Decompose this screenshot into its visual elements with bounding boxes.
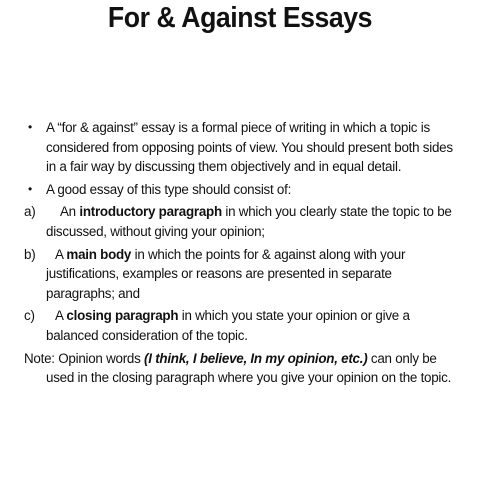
bullet-item-definition (24, 118, 460, 177)
list-marker: b) (24, 246, 36, 262)
bullet-text: A good essay of this type should consist of: (46, 181, 292, 197)
list-item-closing (24, 306, 460, 345)
list-text-post: in which you clearly state the topic to be discussed, without giving your opinion; (46, 204, 452, 239)
list-text-bold: main body (66, 246, 132, 262)
list-text-bold: closing paragraph (66, 308, 179, 324)
page-title: For & Against Essays (107, 2, 373, 34)
list-marker: a) (24, 204, 36, 220)
note-paragraph (24, 349, 460, 388)
list-text-bold: introductory paragraph (79, 204, 222, 220)
list-marker: c) (24, 308, 35, 324)
note-text-post: can only be used in the closing paragraph where you give your opinion on the topic. (46, 350, 452, 386)
bullet-marker: • (28, 181, 32, 196)
bullet-marker: • (28, 120, 32, 134)
slide-content (24, 118, 460, 388)
list-text-pre: An (60, 204, 80, 220)
bullet-text: A “for & against” essay is a formal piece of writing in which a topic is considered from opposing points of view. You should present both sides in a fair way by discussing them objectively and in equal detail. (46, 120, 453, 175)
list-text-pre: A (55, 246, 67, 262)
list-text-post: in which the points for & against along with your justifications, examples or reasons are presented in separate paragraphs; and (46, 246, 406, 301)
note-text-pre: Note: Opinion words (24, 350, 145, 366)
note-text-emphasis: (I think, I believe, In my opinion, etc.) (144, 350, 368, 366)
list-item-main-body (24, 245, 460, 304)
list-item-introduction (24, 202, 460, 241)
list-text-pre: A (55, 308, 67, 324)
bullet-item-structure (24, 180, 460, 200)
list-text-post: in which you state your opinion or give a balanced consideration of the topic. (46, 308, 410, 343)
